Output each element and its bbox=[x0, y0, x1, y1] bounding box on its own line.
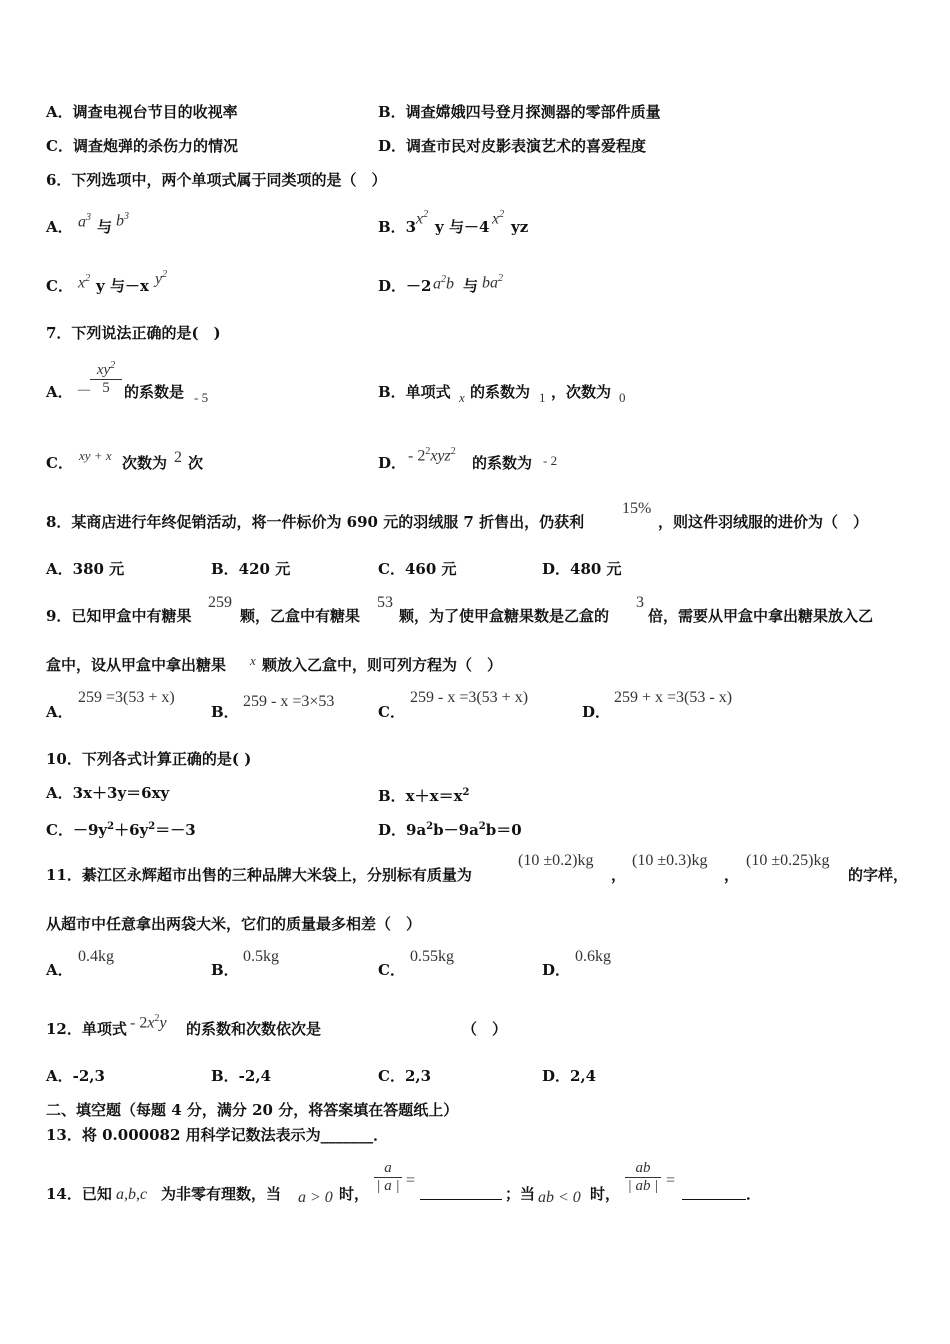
q5-option-a: A．调查电视台节目的收视率 bbox=[46, 103, 238, 121]
q12-option-c: C．2,3 bbox=[378, 1067, 432, 1085]
q5-option-b: B．调查嫦娥四号登月探测器的零部件质量 bbox=[378, 103, 661, 121]
q12-option-a: A．-2,3 bbox=[46, 1067, 105, 1085]
section-heading: 二、填空题（每题 4 分，满分 20 分，将答案填在答题纸上） bbox=[46, 1101, 459, 1119]
q10-option-c: C．$-9y^2+6y^2=-3$ bbox=[46, 821, 196, 839]
q6-stem: 6．下列选项中，两个单项式属于同类项的是（ ） bbox=[46, 171, 387, 189]
q13-stem: 13．将 0.000082 用科学记数法表示为_______． bbox=[46, 1126, 389, 1144]
q8-option-d: D．480 元 bbox=[542, 560, 622, 578]
q10-stem: 10．下列各式计算正确的是( ) bbox=[46, 750, 252, 768]
q8-option-b: B．420 元 bbox=[211, 560, 291, 578]
q12-option-d: D．2,4 bbox=[542, 1067, 597, 1085]
q12-option-b: B．-2,4 bbox=[211, 1067, 272, 1085]
q10-option-b: B．$x+x=x^2$ bbox=[378, 787, 470, 805]
q8-option-c: C．460 元 bbox=[378, 560, 457, 578]
q10-option-d: D．$9a^2b-9a^2b=0$ bbox=[378, 821, 522, 839]
q5-option-c: C．调查炮弹的杀伤力的情况 bbox=[46, 137, 238, 155]
q8-option-a: A．380 元 bbox=[46, 560, 125, 578]
q10-option-a: A．3x＋3y＝6xy bbox=[46, 784, 170, 802]
q7-stem: 7．下列说法正确的是( ) bbox=[46, 324, 221, 342]
q5-option-d: D．调查市民对皮影表演艺术的喜爱程度 bbox=[378, 137, 647, 155]
